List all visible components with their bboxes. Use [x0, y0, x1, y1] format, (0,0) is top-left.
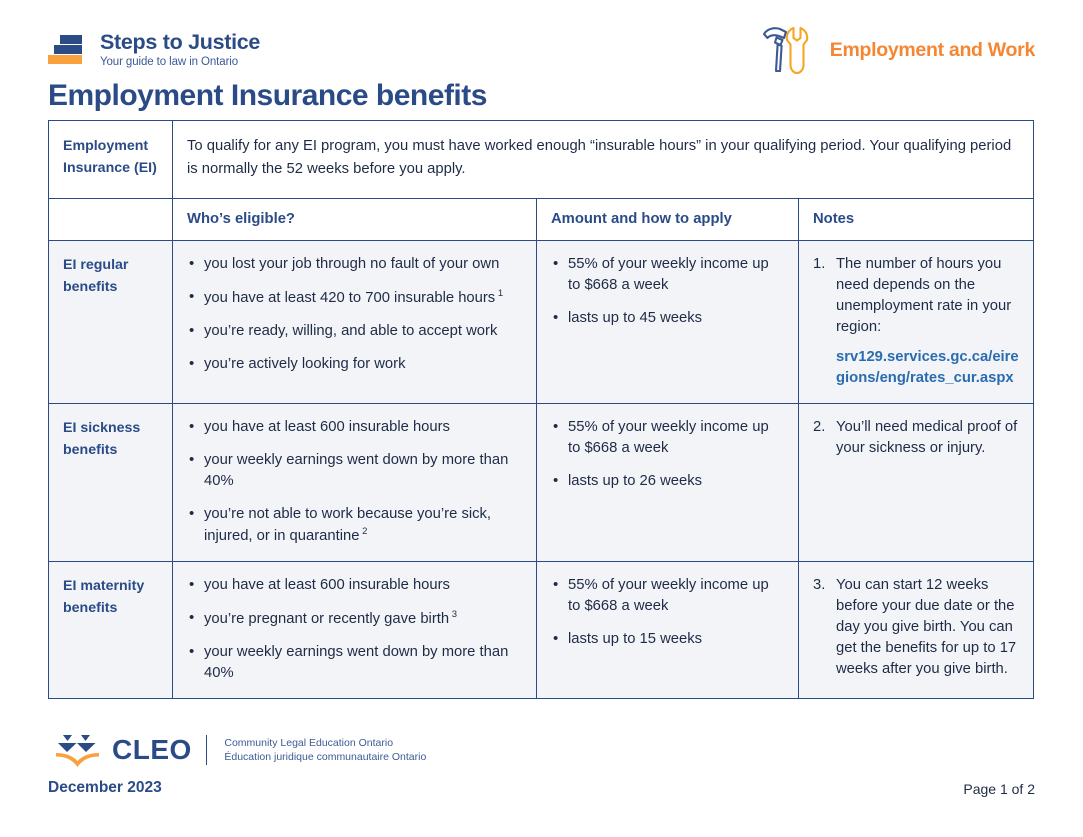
eligibility-item: • you’re actively looking for work	[187, 354, 522, 375]
page-number: Page 1 of 2	[963, 781, 1035, 797]
cleo-tagline-en: Community Legal Education Ontario	[224, 736, 394, 749]
topic-label: Employment and Work	[829, 38, 1035, 61]
amount-list	[551, 254, 784, 329]
row-amount-cell	[537, 403, 799, 561]
column-header-eligible: Who’s eligible?	[187, 210, 295, 227]
table-header-row	[49, 198, 1034, 240]
row-amount-cell	[537, 561, 799, 698]
row-category-label: EI maternity benefits	[63, 577, 145, 616]
intro-text-cell	[173, 121, 1034, 199]
row-category-cell	[49, 561, 173, 698]
row-notes-cell	[799, 240, 1034, 403]
amount-item: • 55% of your weekly income up to $668 a week	[551, 417, 784, 459]
row-notes-cell	[799, 403, 1034, 561]
intro-category-cell	[49, 121, 173, 199]
eligibility-item: • you’re not able to work because you’re sick, injured, or in quarantine $^2$	[187, 504, 522, 547]
row-notes-cell	[799, 561, 1034, 698]
cleo-logo	[55, 730, 426, 770]
table-row-intro	[49, 121, 1034, 199]
row-eligible-cell	[173, 240, 537, 403]
eligibility-item: • you have at least 600 insurable hours	[187, 575, 522, 596]
notes-list	[813, 417, 1019, 459]
eligibility-item: • you’re ready, willing, and able to accept work	[187, 321, 522, 342]
table-row	[49, 403, 1034, 561]
document-header	[48, 24, 1035, 76]
note-number: 1.	[813, 255, 826, 272]
intro-category-label: Employment Insurance (EI)	[63, 138, 157, 176]
note-item: 2. You’ll need medical proof of your sickness or injury.	[813, 418, 1018, 456]
amount-item: • 55% of your weekly income up to $668 a week	[551, 575, 784, 617]
eligibility-item: • your weekly earnings went down by more than 40%	[187, 450, 522, 492]
eligibility-item: • you lost your job through no fault of your own	[187, 254, 522, 275]
eligibility-list	[187, 254, 522, 375]
amount-item: • 55% of your weekly income up to $668 a week	[551, 254, 784, 296]
table-row	[49, 561, 1034, 698]
amount-item: • lasts up to 45 weeks	[551, 308, 784, 329]
header-cell-amount	[537, 198, 799, 240]
brand-subtitle: Your guide to law in Ontario	[100, 55, 239, 68]
page-title: Employment Insurance benefits	[48, 79, 487, 112]
header-cell-eligible	[173, 198, 537, 240]
row-category-cell	[49, 403, 173, 561]
benefits-table	[48, 120, 1034, 699]
eligibility-item: • you’re pregnant or recently gave birth $^3$	[187, 608, 522, 630]
eligibility-item: • you have at least 420 to 700 insurable hours $^1$	[187, 287, 522, 309]
cleo-divider	[206, 735, 208, 765]
eligibility-list	[187, 417, 522, 547]
footnote-marker: 3	[449, 608, 458, 620]
cleo-wordmark: CLEO	[112, 734, 192, 765]
steps-logo-icon	[48, 33, 90, 67]
row-eligible-cell	[173, 403, 537, 561]
row-eligible-cell	[173, 561, 537, 698]
cleo-tagline-fr: Éducation juridique communautaire Ontario	[224, 751, 427, 763]
amount-list	[551, 417, 784, 492]
note-item: 1. The number of hours you need depends on the unemployment rate in your region: srv129.services.gc.ca/eiregions/eng/rates_cur.aspx	[813, 254, 1019, 389]
cleo-tagline	[224, 736, 426, 764]
eligibility-item: • your weekly earnings went down by more than 40%	[187, 642, 522, 684]
row-amount-cell	[537, 240, 799, 403]
header-cell-notes	[799, 198, 1034, 240]
publication-date: December 2023	[48, 779, 162, 796]
steps-to-justice-brand	[48, 32, 260, 68]
amount-list	[551, 575, 784, 650]
hammer-and-wrench-icon	[760, 24, 818, 76]
row-category-cell	[49, 240, 173, 403]
column-header-notes: Notes	[813, 210, 855, 227]
eligibility-list	[187, 575, 522, 684]
amount-item: • lasts up to 15 weeks	[551, 629, 784, 650]
cleo-bird-book-icon	[55, 730, 103, 770]
table-row	[49, 240, 1034, 403]
notes-list	[813, 254, 1019, 389]
eligibility-item: • you have at least 600 insurable hours	[187, 417, 522, 438]
footnote-marker: 1	[495, 287, 504, 299]
footnote-marker: 2	[359, 525, 368, 537]
note-link[interactable]: srv129.services.gc.ca/eiregions/eng/rates_cur.aspx	[836, 348, 1019, 386]
row-category-label: EI sickness benefits	[63, 419, 141, 458]
header-cell-category	[49, 198, 173, 240]
brand-title: Steps to Justice	[100, 30, 261, 54]
amount-item: • lasts up to 26 weeks	[551, 471, 784, 492]
column-header-amount: Amount and how to apply	[551, 210, 732, 227]
notes-list	[813, 575, 1019, 680]
note-item: 3. You can start 12 weeks before your due date or the day you give birth. You can get the benefits for up to 17 weeks after you give birth.	[813, 576, 1017, 677]
note-number: 2.	[813, 418, 826, 435]
intro-text: To qualify for any EI program, you must have worked enough “insurable hours” in your qualifying period. Your qualifying period is normally the 52 weeks before you apply.	[187, 138, 1012, 178]
row-category-label: EI regular benefits	[63, 256, 129, 295]
topic-badge	[760, 24, 1035, 76]
note-number: 3.	[813, 576, 826, 593]
